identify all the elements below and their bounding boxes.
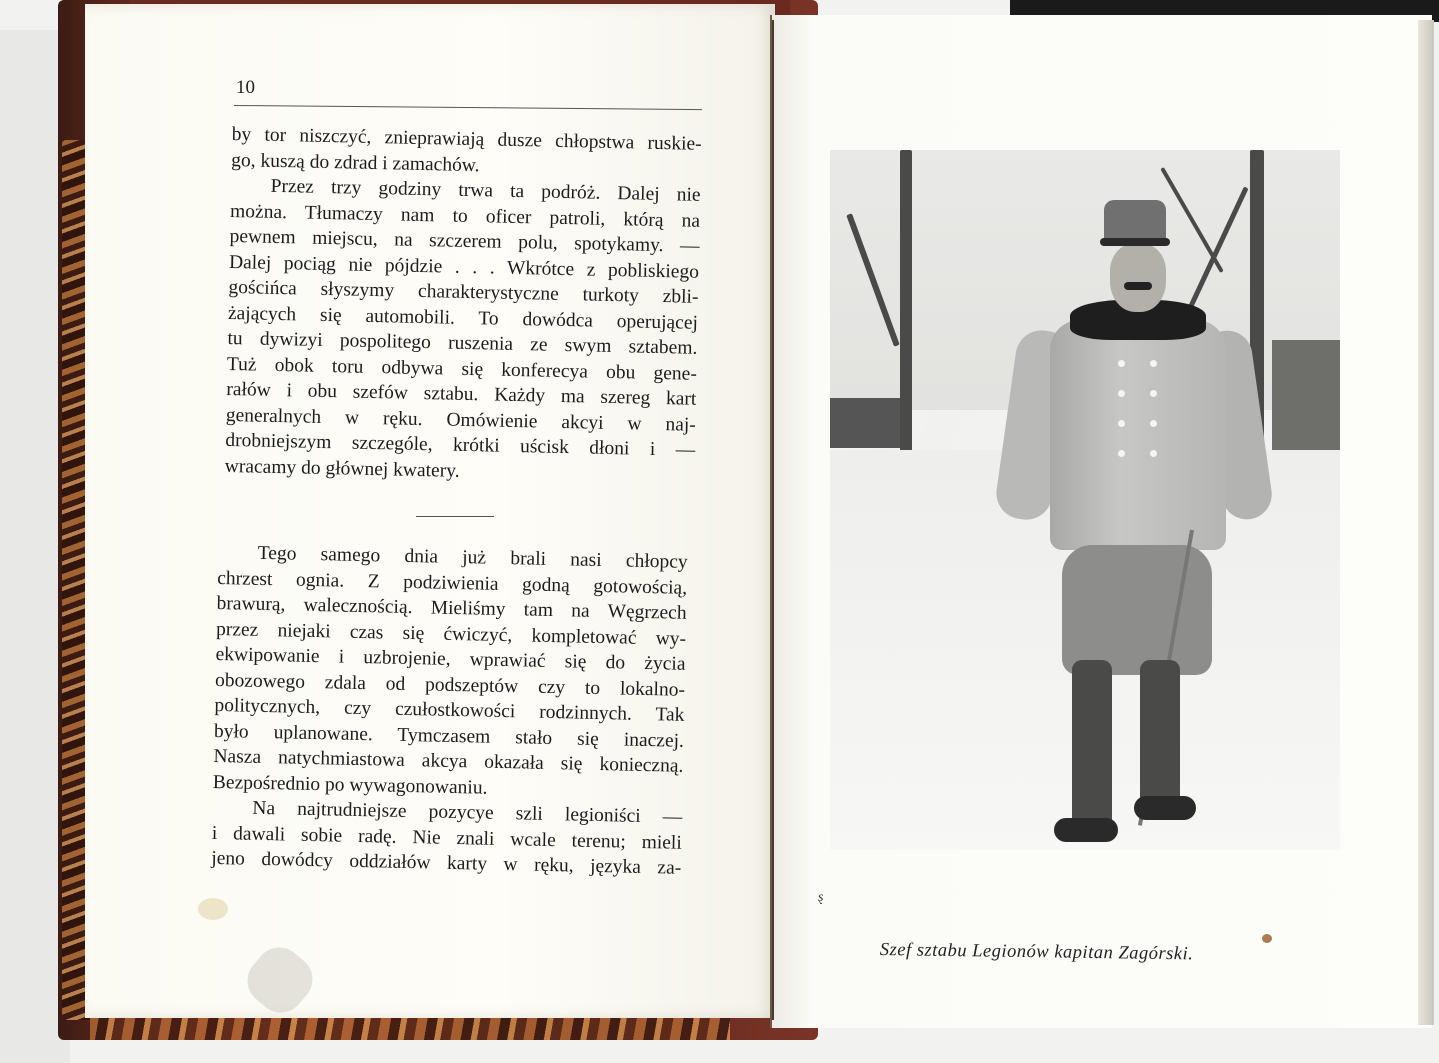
text-line: i dawali sobie radę. Nie znali wcale terenu; mieli <box>211 822 682 854</box>
text-line: było uplanowane. Tymczasem stało się inaczej. <box>213 720 685 752</box>
text-line: gościńca słyszymy charakterystyczne turkoty zbli- <box>228 276 699 308</box>
text-line: Tuż obok toru odbywa się konferecya obu gene- <box>226 353 698 385</box>
officer-face <box>1110 244 1166 312</box>
text-line: Tego samego dnia już brali nasi chłopcy <box>257 542 688 573</box>
boot <box>1140 660 1180 810</box>
officer-figure <box>1000 200 1260 850</box>
coat-button <box>1118 450 1125 457</box>
text-line: go, kuszą do zdrad i zamachów. <box>230 149 480 176</box>
officer-photograph <box>830 150 1340 850</box>
mustache <box>1124 282 1152 290</box>
text-line: Bezpośrednio po wywagonowaniu. <box>212 771 488 799</box>
text-line: ekwipowanie i uzbrojenie, wprawiać się do życia <box>215 643 686 675</box>
cap-visor <box>1100 238 1170 246</box>
text-line: jeno dowódcy oddziałów karty w ręku, języka za- <box>211 847 682 879</box>
boot <box>1072 660 1112 830</box>
text-line: Przez trzy godziny trwa ta podróż. Dalej nie <box>270 175 701 206</box>
text-line: można. Tłumaczy nam to oficer patroli, którą na <box>229 200 701 232</box>
coat-button <box>1150 390 1157 397</box>
page-number: 10 <box>236 77 255 98</box>
text-line: Nasza natychmiastowa akcya okazała się konieczną. <box>213 745 684 777</box>
text-line: przez niejaki czas się ćwiczyć, kompletować wy- <box>215 618 687 650</box>
paper-stain <box>198 898 228 920</box>
tree-trunk <box>900 150 912 480</box>
section-divider <box>416 516 494 517</box>
text-block-1 <box>225 122 702 489</box>
text-line: tu dywizyi pospolitego ruszenia ze swym sztabem. <box>227 327 698 359</box>
text-block-2 <box>211 540 688 881</box>
coat-button <box>1118 360 1125 367</box>
page-edge <box>1418 20 1434 1025</box>
text-line: generalnych w ręku. Omówienie akcyi w naj- <box>225 404 696 436</box>
shoe <box>1054 818 1118 842</box>
text-line: rałów i obu szefów sztabu. Każdy ma szereg kart <box>226 378 697 410</box>
gutter-line <box>772 20 774 1020</box>
text-line: by tor niszczyć, znieprawiają dusze chłopstwa ruskie- <box>231 123 702 155</box>
text-line: żających się automobili. To dowódca operującej <box>227 302 699 334</box>
coat-button <box>1118 420 1125 427</box>
text-line: obozowego zdala od podszeptów czy to lokalno- <box>214 669 686 701</box>
text-line: Na najtrudniejsze pozycye szli legioniści — <box>252 797 683 828</box>
breeches <box>1062 545 1212 675</box>
officer-coat <box>1050 320 1226 550</box>
text-line: wracamy do głównej kwatery. <box>224 455 460 482</box>
text-line: pewnem miejscu, na szczerem polu, spotykamy. — <box>229 225 700 257</box>
shoe <box>1134 796 1196 820</box>
text-line: Dalej pociąg nie pójdzie . . . Wkrótce z pobliskiego <box>228 251 700 283</box>
text-line: chrzest ognia. Z podziwienia godną gotowością, <box>216 567 688 599</box>
paper-stain <box>1262 934 1272 943</box>
building <box>1272 340 1340 460</box>
coat-button <box>1150 450 1157 457</box>
printer-mark: ȿ <box>818 890 824 905</box>
coat-button <box>1150 420 1157 427</box>
text-line: brawurą, walecznością. Mieliśmy tam na Węgrzech <box>216 592 687 624</box>
text-line: politycznych, czy czułostkowości rodzinnych. Tak <box>214 694 685 726</box>
text-line: drobniejszym szczególe, krótki uścisk dłoni i — <box>225 429 696 461</box>
coat-button <box>1118 390 1125 397</box>
photo-caption: Szef sztabu Legionów kapitan Zagórski. <box>879 940 1194 965</box>
coat-button <box>1150 360 1157 367</box>
fence <box>830 398 900 448</box>
